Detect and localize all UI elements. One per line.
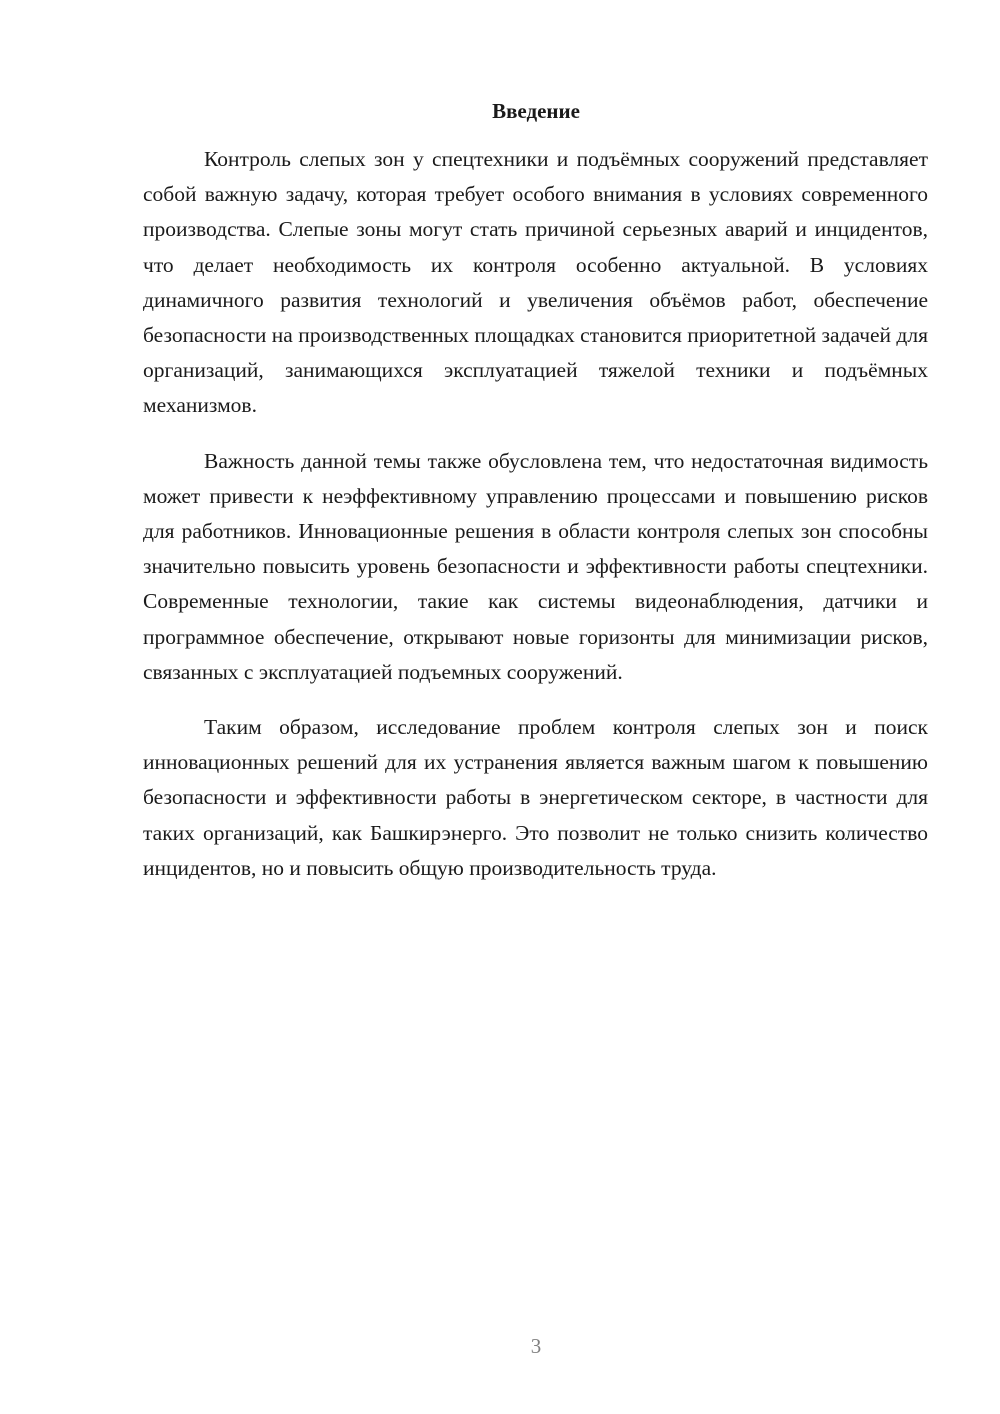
page-number: 3 bbox=[530, 1334, 542, 1358]
section-title: Введение bbox=[492, 99, 580, 123]
paragraph-3: Таким образом, исследование проблем контроля слепых зон и поиск инновационных решений для их устранения является важным шагом к повышению безопасности и эффективности работы в энергетическом секторе, в частности для таких организаций, как Башкирэнерго. Это позволит не только снизить количество инцидентов, но и повысить общую производительность труда. bbox=[143, 715, 928, 880]
paragraph-2: Важность данной темы также обусловлена тем, что недостаточная видимость может привести к неэффективному управлению процессами и повышению рисков для работников. Инновационные решения в области контроля слепых зон способны значительно повысить уровень безопасности и эффективности работы спецтехники. Современные технологии, такие как системы видеонаблюдения, датчики и программное обеспечение, открывают новые горизонты для минимизации рисков, связанных с эксплуатацией подъемных сооружений. bbox=[143, 448, 928, 684]
body-text bbox=[143, 142, 928, 906]
paragraph-1: Контроль слепых зон у спецтехники и подъёмных сооружений представляет собой важную задачу, которая требует особого внимания в условиях современного производства. Слепые зоны могут стать причиной серьезных аварий и инцидентов, что делает необходимость их контроля особенно актуальной. В условиях динамичного развития технологий и увеличения объёмов работ, обеспечение безопасности на производственных площадках становится приоритетной задачей для организаций, занимающихся эксплуатацией тяжелой техники и подъёмных механизмов. bbox=[143, 147, 928, 418]
